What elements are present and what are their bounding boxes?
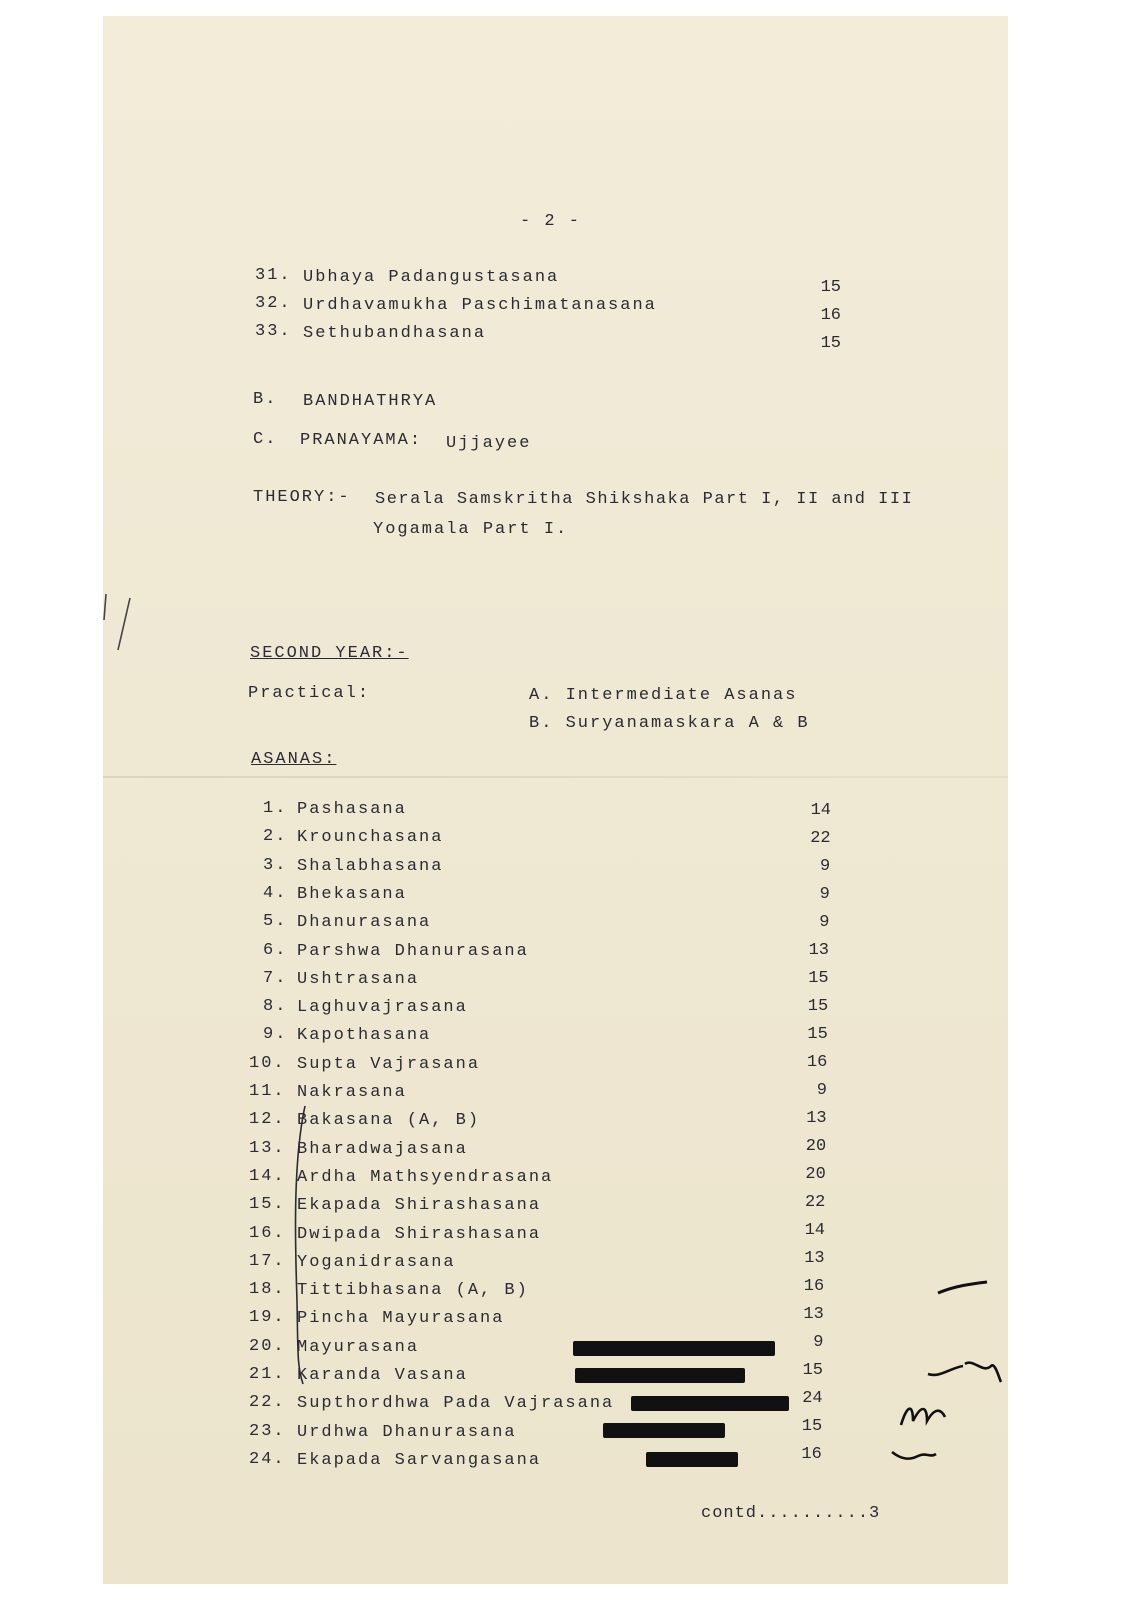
asana-name: Urdhwa Dhanurasana <box>297 1422 517 1442</box>
list-item-value: 15 <box>820 278 841 297</box>
list-item-number: 32. <box>255 294 292 313</box>
theory-line-1: Serala Samskritha Shikshaka Part I, II and III <box>375 490 914 509</box>
asana-number: 19. <box>249 1308 286 1328</box>
asana-number: 6. <box>263 940 288 960</box>
asana-number: 16. <box>249 1223 286 1243</box>
theory-label: THEORY:- <box>253 488 351 507</box>
asana-number: 1. <box>263 799 288 818</box>
pencil-mark <box>100 590 140 660</box>
asana-value: 9 <box>819 885 830 904</box>
practical-label: Practical: <box>248 684 371 703</box>
asana-name: Pashasana <box>297 800 407 819</box>
ink-tick-mark <box>893 1401 963 1431</box>
redaction-bar <box>603 1423 725 1438</box>
section-b-text: BANDHATHRYA <box>303 392 438 411</box>
asana-name: Ushtrasana <box>297 969 420 989</box>
list-item-value: 15 <box>820 334 841 353</box>
asana-name: Bhekasana <box>297 884 407 904</box>
practical-a: A. Intermediate Asanas <box>529 686 798 705</box>
asana-value: 24 <box>802 1389 823 1408</box>
redaction-bar <box>575 1368 745 1383</box>
asana-name: Tittibhasana (A, B) <box>297 1281 529 1301</box>
asana-name: Parshwa Dhanurasana <box>297 941 529 961</box>
asana-value: 16 <box>803 1277 825 1296</box>
asana-value: 14 <box>810 801 831 820</box>
asana-value: 14 <box>804 1221 825 1240</box>
list-item-number: 33. <box>255 322 292 341</box>
asana-number: 10. <box>249 1053 286 1073</box>
asana-value: 16 <box>801 1445 822 1464</box>
document-page <box>103 16 1008 1584</box>
asana-number: 11. <box>249 1082 286 1101</box>
asanas-heading: ASANAS: <box>251 750 337 769</box>
section-b-label: B. <box>253 390 278 409</box>
asana-number: 21. <box>249 1365 286 1384</box>
asana-value: 13 <box>804 1249 825 1268</box>
second-year-heading: SECOND YEAR:- <box>250 644 409 663</box>
asana-value: 16 <box>806 1053 828 1072</box>
asana-number: 14. <box>249 1166 286 1186</box>
section-c-detail: Ujjayee <box>446 434 532 453</box>
handwritten-bracket <box>283 1101 323 1391</box>
asana-value: 15 <box>808 969 829 988</box>
list-item-value: 16 <box>820 306 841 325</box>
asana-number: 5. <box>263 912 288 932</box>
asana-name: Ekapada Sarvangasana <box>297 1450 542 1470</box>
asana-number: 8. <box>263 997 288 1017</box>
asana-value: 13 <box>806 1109 827 1128</box>
asana-name: Shalabhasana <box>297 856 444 876</box>
redaction-bar <box>573 1341 775 1356</box>
theory-line-2: Yogamala Part I. <box>373 520 569 539</box>
list-item-number: 31. <box>255 266 292 285</box>
asana-value: 9 <box>819 913 830 932</box>
asana-value: 13 <box>803 1305 824 1324</box>
redaction-bar <box>631 1396 789 1411</box>
asana-number: 15. <box>249 1195 286 1215</box>
asana-name: Mayurasana <box>297 1337 420 1357</box>
section-c-label: C. <box>253 430 278 449</box>
asana-name: Ekapada Shirashasana <box>297 1196 542 1216</box>
continued-note: contd..........3 <box>701 1504 881 1523</box>
asana-value: 20 <box>805 1165 826 1184</box>
asana-number: 23. <box>249 1421 286 1441</box>
asana-name: Laghuvajrasana <box>297 998 468 1018</box>
ink-tick-mark <box>925 1356 1005 1386</box>
section-c-text: PRANAYAMA: <box>300 431 423 450</box>
redaction-bar <box>646 1452 738 1467</box>
asana-number: 22. <box>249 1393 286 1413</box>
asana-name: Krounchasana <box>297 828 444 848</box>
asana-name: Ardha Mathsyendrasana <box>297 1167 554 1187</box>
asana-number: 17. <box>249 1251 286 1271</box>
asana-number: 3. <box>263 855 288 875</box>
list-item-name: Ubhaya Padangustasana <box>303 268 560 287</box>
asana-value: 22 <box>810 829 831 848</box>
asana-number: 24. <box>249 1449 286 1469</box>
asana-name: Supthordhwa Pada Vajrasana <box>297 1394 615 1414</box>
asana-number: 20. <box>249 1336 286 1356</box>
paper-fold-line <box>103 776 1008 778</box>
asana-value: 20 <box>805 1137 827 1156</box>
asana-name: Karanda Vasana <box>297 1366 468 1385</box>
asana-name: Dhanurasana <box>297 913 432 933</box>
asana-number: 4. <box>263 883 288 903</box>
asana-number: 9. <box>263 1025 288 1045</box>
asana-name: Nakrasana <box>297 1083 407 1102</box>
asana-value: 9 <box>813 1333 824 1352</box>
asana-value: 22 <box>804 1193 826 1212</box>
asana-value: 9 <box>816 1081 827 1100</box>
page-number: - 2 - <box>520 212 582 231</box>
list-item-name: Urdhavamukha Paschimatanasana <box>303 296 657 315</box>
practical-b: B. Suryanamaskara A & B <box>529 714 810 733</box>
asana-number: 13. <box>249 1138 286 1158</box>
asana-value: 9 <box>819 857 831 876</box>
asana-name: Supta Vajrasana <box>297 1054 481 1074</box>
asana-value: 15 <box>801 1417 823 1436</box>
asana-value: 15 <box>802 1361 823 1380</box>
list-item-name: Sethubandhasana <box>303 324 487 343</box>
ink-tick-mark <box>935 1278 995 1298</box>
asana-name: Bakasana (A, B) <box>297 1111 481 1131</box>
asana-name: Pincha Mayurasana <box>297 1309 505 1329</box>
asana-value: 15 <box>807 1025 828 1044</box>
ink-tick-mark <box>888 1444 948 1468</box>
asana-name: Yoganidrasana <box>297 1252 456 1272</box>
asana-name: Bharadwajasana <box>297 1139 468 1159</box>
asana-name: Dwipada Shirashasana <box>297 1224 542 1244</box>
asana-number: 12. <box>249 1110 286 1130</box>
asana-number: 18. <box>249 1280 286 1300</box>
asana-number: 7. <box>263 968 288 988</box>
asana-value: 13 <box>808 941 829 960</box>
asana-value: 15 <box>807 997 829 1016</box>
asana-number: 2. <box>263 827 288 847</box>
asana-name: Kapothasana <box>297 1026 432 1046</box>
